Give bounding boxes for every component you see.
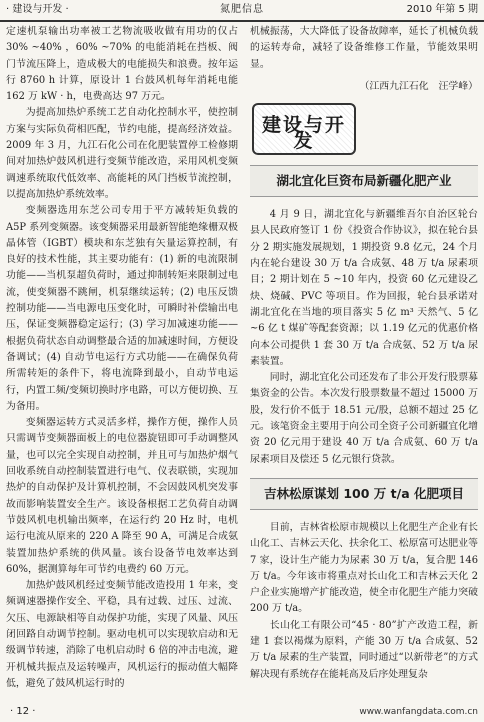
author-signature: （江西九江石化 汪学峰） [359, 80, 478, 92]
section-label: · 建设与开发 · [6, 4, 69, 15]
paragraph: 长山化工有限公司“45 · 80”扩产改造工程，新建 1 套以褐煤为原料，产能 30 万 t/a 合成氨、52 万 t/a 尿素的生产装置，同时通过“以新带老”的方式解决现有系统存在能耗高及后序处理复杂 [250, 619, 478, 680]
article-title: 湖北宜化巨资布局新疆化肥产业 [250, 165, 478, 197]
paragraph: 加热炉鼓风机经过变频节能改造投用 1 年来，变频调速器操作安全、平稳，具有过载、过压、过流、欠压、电源缺相等自动保护功能，实现了风量、风压闭回路自动调节控制。驱动电机可以实现软启动和无级调节转速，消除了电机启动时 6 倍的冲击电流，避开机械共振点及运转噪声，风机运行的振动值大幅降低，避免了鼓风机运行时的 [6, 580, 238, 689]
issue-label: 2010 年第 5 期 [406, 4, 478, 15]
right-column [250, 24, 478, 700]
paragraph: 目前，吉林省松原市规模以上化肥生产企业有长山化工、吉林云天化、扶余化工、松原富可达肥业等 7 家，设计生产能力为尿素 30 万 t/a，复合肥 146 万 t/a。今年该市将重点对长山化工和吉林云天化 2 户企业实施增产扩能改造，使全市化肥生产能力突破 200 万 t/a。 [250, 521, 478, 615]
page-footer [0, 702, 484, 722]
page-number: · 12 · [10, 706, 36, 717]
article-title: 吉林松原谋划 100 万 t/a 化肥项目 [250, 478, 478, 510]
section-banner [252, 103, 356, 155]
paragraph: 变频器选用东芝公司专用于平方减转矩负载的 A5P 系列变频器。该变频器采用最新智能绝缘栅双极晶体管（IGBT）模块和东芝独有矢量运算控制，有良好的技术性能，其主要功能有：(1) 新的电流限制功能——当机泵超负荷时，通过抑制转矩来限制过电流，使变频器不跳闸，机泵继续运转；(2) 电压反馈控制功能——当电源电压变化时，可瞬时补偿输出电压，保证变频器稳定运行；(3) 学习加减速功能——根据负荷状态自动调整最合适的加减速时间，方便设备调试；(4) 自动节电运行方式功能——在确保负荷所需转矩的条件下，将电流降到最小，自动节电运行，内置工频/变频切换时序电路，可以方便切换、互为备用。 [6, 205, 238, 412]
paragraph: 机械振荡，大大降低了设备故障率，延长了机械负载的运转寿命，减轻了设备维修工作量，节能效果明显。 [250, 26, 478, 70]
left-column [6, 24, 238, 700]
watermark: www.wanfangdata.com.cn [359, 707, 478, 717]
section-banner-text: 建设与开发 [261, 114, 346, 153]
paragraph: 定速机泵输出功率被工艺物流吸收做有用功的仅占 30% ~40% ，60% ~70% 的电能消耗在挡板、阀门节流压降上，造成极大的电能损失和浪费。按年运行 8760 h 计算，原设计 1 台鼓风机每年消耗电能 162 万 kW · h，电费高达 97 万元。 [6, 26, 238, 103]
paragraph: 变频器运转方式灵活多样，操作方便，操作人员只需调节变频器面板上的电位器旋钮即可手动调整风量，也可以完全实现自动控制，并且可与加热炉烟气回收系统自动控制装置进行电气、仪表联锁，实现加热炉的自动保护及计算机控制，不会因鼓风机突发事故而影响装置安全生产。该设备根据工艺负荷自动调节鼓风机电机输出频率，在运行约 20 Hz 时，电机运行电流从原来的 220 A 降至 90 A，可满足合成氨装置加热炉系统的供风量。该台设备节电效率达到 60%，据测算每年可节约电费约 60 万元。 [6, 417, 238, 575]
paragraph: 4 月 9 日，湖北宜化与新疆维吾尔自治区轮台县人民政府签订 1 份《投资合作协议》，拟在轮台县分 2 期实施发展规划，1 期投资 9.8 亿元，24 个月内在轮台建设 30 万 t/a 合成氨、48 万 t/a 尿素项目；2 期计划在 5 ~10 年内，投资 60 亿元建设乙炔、烧碱、PVC 等项目。作为回报，轮台县承诺对湖北宜化在当地的项目落实 5 亿 m³ 天然气、5 亿 ~6 亿 t 煤矿等配套资源；以 1.19 亿元的优惠价格向本公司提供 1 套 30 万 t/a 合成氨、52 万 t/a 尿素装置。 [250, 209, 478, 367]
journal-title: 氮肥信息 [220, 4, 264, 15]
page-header [0, 0, 484, 22]
paragraph: 为提高加热炉系统工艺自动化控制水平，使控制方案与实际负荷相匹配，节约电能，提高经济效益。2009 年 3 月，九江石化公司在化肥装置停工检修期间对加热炉鼓风机进行变频节能改造，采用风机变频调速系统取代低效率、高能耗的风门挡板节流控制，以提高加热炉系统效率。 [6, 107, 238, 200]
paragraph: 同时，湖北宜化公司还发布了非公开发行股票募集资金的公告。本次发行股票数量不超过 15000 万股，发行价不低于 18.51 元/股，总额不超过 25 亿元。该笔资金主要用于向公司全资子公司新疆宜化增资 20 亿元用于建设 40 万 t/a 合成氨、60 万 t/a 尿素项目及偿还 5 亿元银行贷款。 [250, 372, 478, 465]
